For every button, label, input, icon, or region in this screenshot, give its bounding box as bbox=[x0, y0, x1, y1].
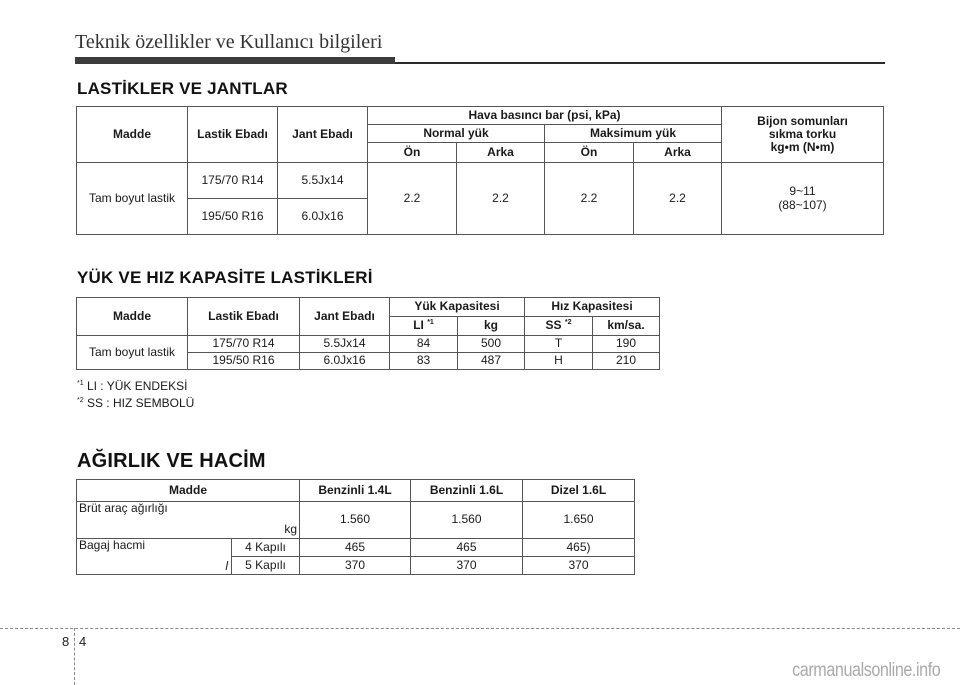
header-rule bbox=[395, 62, 885, 64]
header-bar-thick bbox=[75, 57, 395, 64]
cell-luggage: 465 bbox=[300, 539, 411, 557]
cell-normal-rear: 2.2 bbox=[457, 163, 545, 235]
cell-speed-symbol: H bbox=[525, 353, 593, 370]
page-number: 4 bbox=[79, 634, 87, 649]
cell-kmh: 210 bbox=[593, 353, 660, 370]
header-normal-load: Normal yük bbox=[368, 125, 545, 143]
tires-rims-table bbox=[76, 106, 884, 235]
cell-madde: Tam boyut lastik bbox=[77, 336, 188, 370]
cell-luggage: 370 bbox=[523, 557, 635, 575]
header-lug-nut-torque: Bijon somunları sıkma torku kg•m (N•m) bbox=[722, 107, 884, 163]
cell-tire-size: 175/70 R14 bbox=[188, 163, 278, 199]
header-front: Ön bbox=[368, 143, 457, 163]
cell-madde: Tam boyut lastik bbox=[77, 163, 188, 235]
header-diesel-16: Dizel 1.6L bbox=[523, 480, 635, 502]
header-rear: Arka bbox=[634, 143, 722, 163]
footnote-ss: $^{*2}$ SS : HIZ SEMBOLÜ bbox=[77, 396, 195, 410]
header-tire-size: Lastik Ebadı bbox=[188, 298, 300, 336]
header-petrol-14: Benzinli 1.4L bbox=[300, 480, 411, 502]
section-title-load-speed: YÜK VE HIZ KAPASİTE LASTİKLERİ bbox=[77, 268, 373, 287]
cell-luggage: 370 bbox=[300, 557, 411, 575]
cell-luggage: 465) bbox=[523, 539, 635, 557]
load-speed-table bbox=[76, 297, 660, 370]
header-petrol-16: Benzinli 1.6L bbox=[411, 480, 523, 502]
footer-divider bbox=[74, 628, 75, 685]
cell-luggage: 465 bbox=[411, 539, 523, 557]
cell-door-variant: 4 Kapılı bbox=[232, 539, 300, 557]
cell-max-rear: 2.2 bbox=[634, 163, 722, 235]
header-front: Ön bbox=[545, 143, 634, 163]
cell-tire-size: 175/70 R14 bbox=[188, 336, 300, 353]
cell-luggage: 370 bbox=[411, 557, 523, 575]
cell-torque: 9~11 (88~107) bbox=[722, 163, 884, 235]
cell-door-variant: 5 Kapılı bbox=[232, 557, 300, 575]
cell-kmh: 190 bbox=[593, 336, 660, 353]
header-tire-size: Lastik Ebadı bbox=[188, 107, 278, 163]
header-madde: Madde bbox=[77, 480, 300, 502]
header-madde: Madde bbox=[77, 298, 188, 336]
cell-load-index: 84 bbox=[390, 336, 458, 353]
cell-kg: 487 bbox=[458, 353, 525, 370]
cell-tire-size: 195/50 R16 bbox=[188, 199, 278, 235]
running-title: Teknik özellikler ve Kullanıcı bilgileri bbox=[75, 31, 383, 53]
header-load-capacity: Yük Kapasitesi bbox=[390, 298, 525, 317]
header-speed-symbol: SS $^{*2}$ bbox=[525, 317, 593, 336]
cell-gross-weight: 1.650 bbox=[523, 502, 635, 539]
cell-gross-weight: 1.560 bbox=[411, 502, 523, 539]
unit-liter: l bbox=[225, 558, 228, 573]
cell-luggage-label: Bagaj hacmi l bbox=[77, 539, 232, 575]
header-max-load: Maksimum yük bbox=[545, 125, 722, 143]
cell-tire-size: 195/50 R16 bbox=[188, 353, 300, 370]
cell-rim-size: 6.0Jx16 bbox=[300, 353, 390, 370]
chapter-number: 8 bbox=[62, 634, 70, 649]
footer-rule bbox=[0, 628, 960, 629]
unit-kg: kg bbox=[284, 521, 298, 536]
cell-gross-weight: 1.560 bbox=[300, 502, 411, 539]
cell-load-index: 83 bbox=[390, 353, 458, 370]
watermark: carmanualsonline.info bbox=[791, 660, 940, 681]
header-air-pressure: Hava basıncı bar (psi, kPa) bbox=[368, 107, 722, 125]
header-rim-size: Jant Ebadı bbox=[300, 298, 390, 336]
section-title-weight-volume: AĞIRLIK VE HACİM bbox=[77, 450, 266, 472]
header-kmh: km/sa. bbox=[593, 317, 660, 336]
cell-rim-size: 5.5Jx14 bbox=[300, 336, 390, 353]
cell-gross-weight-label: Brüt araç ağırlığı kg bbox=[77, 502, 300, 539]
header-madde: Madde bbox=[77, 107, 188, 163]
header-speed-capacity: Hız Kapasitesi bbox=[525, 298, 660, 317]
cell-rim-size: 6.0Jx16 bbox=[278, 199, 368, 235]
cell-speed-symbol: T bbox=[525, 336, 593, 353]
header-load-index: LI $^{*1}$ bbox=[390, 317, 458, 336]
weight-volume-table bbox=[76, 479, 635, 575]
header-kg: kg bbox=[458, 317, 525, 336]
footnote-li: $^{*1}$ LI : YÜK ENDEKSİ bbox=[77, 379, 188, 393]
cell-normal-front: 2.2 bbox=[368, 163, 457, 235]
cell-kg: 500 bbox=[458, 336, 525, 353]
cell-rim-size: 5.5Jx14 bbox=[278, 163, 368, 199]
cell-max-front: 2.2 bbox=[545, 163, 634, 235]
header-rim-size: Jant Ebadı bbox=[278, 107, 368, 163]
header-rear: Arka bbox=[457, 143, 545, 163]
section-title-tires-rims: LASTİKLER VE JANTLAR bbox=[77, 79, 288, 98]
